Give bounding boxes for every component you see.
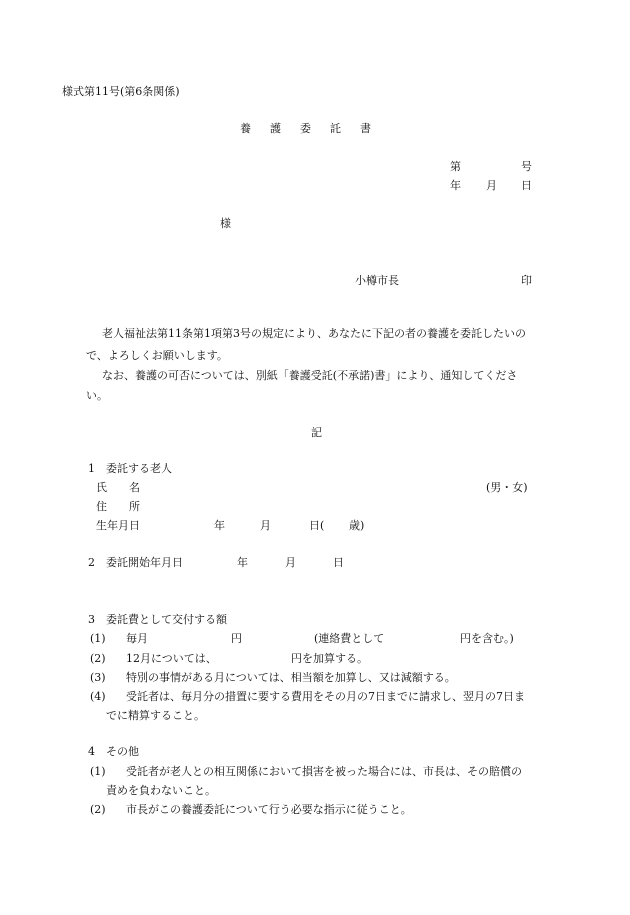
included-label: 円を含む。) (460, 632, 514, 645)
address-label: 住 所 (96, 500, 140, 513)
date-month: 月 (486, 179, 497, 192)
start-month: 月 (285, 556, 296, 569)
item-3-3-number: (3) (90, 671, 106, 684)
item-4-1-number: (1) (90, 765, 106, 778)
paragraph-2-line-1: なお、養護の可否については、別紙「養護受託(不承諾)書」により、通知してくださ (102, 369, 518, 382)
damages-line-2: 責めを負わないこと。 (106, 784, 216, 797)
birthdate-label: 生年月日 (96, 519, 140, 532)
item-4-2-number: (2) (90, 803, 106, 816)
section-3-heading: 3 委託費として交付する額 (88, 613, 227, 626)
age-label: 歳) (349, 519, 365, 532)
damages-line-1: 受託者が老人との相互関係において損害を被った場合には、市長は、その賠償の (126, 765, 522, 778)
monthly-label: 毎月 (126, 632, 148, 645)
billing-line-1: 受託者は、毎月分の措置に要する費用をその月の7日までに請求し、翌月の7日ま (126, 690, 525, 703)
birth-month: 月 (260, 519, 271, 532)
birth-year: 年 (214, 519, 225, 532)
instructions-text: 市長がこの養護委託について行う必要な指示に従うこと。 (126, 803, 412, 816)
name-label: 氏 名 (96, 481, 140, 494)
addressee-suffix: 様 (220, 217, 231, 230)
gender-choice: (男・女) (486, 481, 528, 494)
paragraph-1-line-1: 老人福祉法第11条第1項第3号の規定により、あなたに下記の者の養護を委託したいの (102, 327, 526, 340)
date-day: 日 (521, 179, 532, 192)
document-title: 養護委託書 (240, 122, 390, 135)
start-day: 日 (333, 556, 344, 569)
special-circumstances-text: 特別の事情がある月については、相当額を加算し、又は減額する。 (126, 671, 456, 684)
number-suffix: 号 (521, 160, 532, 173)
section-4-heading: 4 その他 (88, 745, 139, 758)
number-prefix: 第 (450, 160, 461, 173)
item-3-2-number: (2) (90, 652, 106, 665)
form-label: 様式第11号(第6条関係) (62, 85, 180, 98)
section-1-heading: 1 委託する老人 (88, 462, 172, 475)
section-2-heading: 2 委託開始年月日 (88, 556, 183, 569)
item-3-1-number: (1) (90, 632, 106, 645)
paragraph-1-line-2: で、よろしくお願いします。 (86, 349, 228, 362)
date-year: 年 (450, 179, 461, 192)
ki-marker: 記 (311, 426, 322, 439)
contact-fee-label: (連絡費として (314, 632, 385, 645)
seal-mark: 印 (521, 274, 532, 287)
birth-day: 日( (309, 519, 325, 532)
item-3-4-number: (4) (90, 690, 106, 703)
issuer: 小樽市長 (355, 274, 399, 287)
paragraph-2-line-2: い。 (86, 389, 108, 402)
yen-label: 円 (231, 632, 242, 645)
billing-line-2: でに精算すること。 (106, 709, 205, 722)
december-text: 12月については、 (126, 652, 217, 665)
december-addition: 円を加算する。 (291, 652, 368, 665)
start-year: 年 (237, 556, 248, 569)
